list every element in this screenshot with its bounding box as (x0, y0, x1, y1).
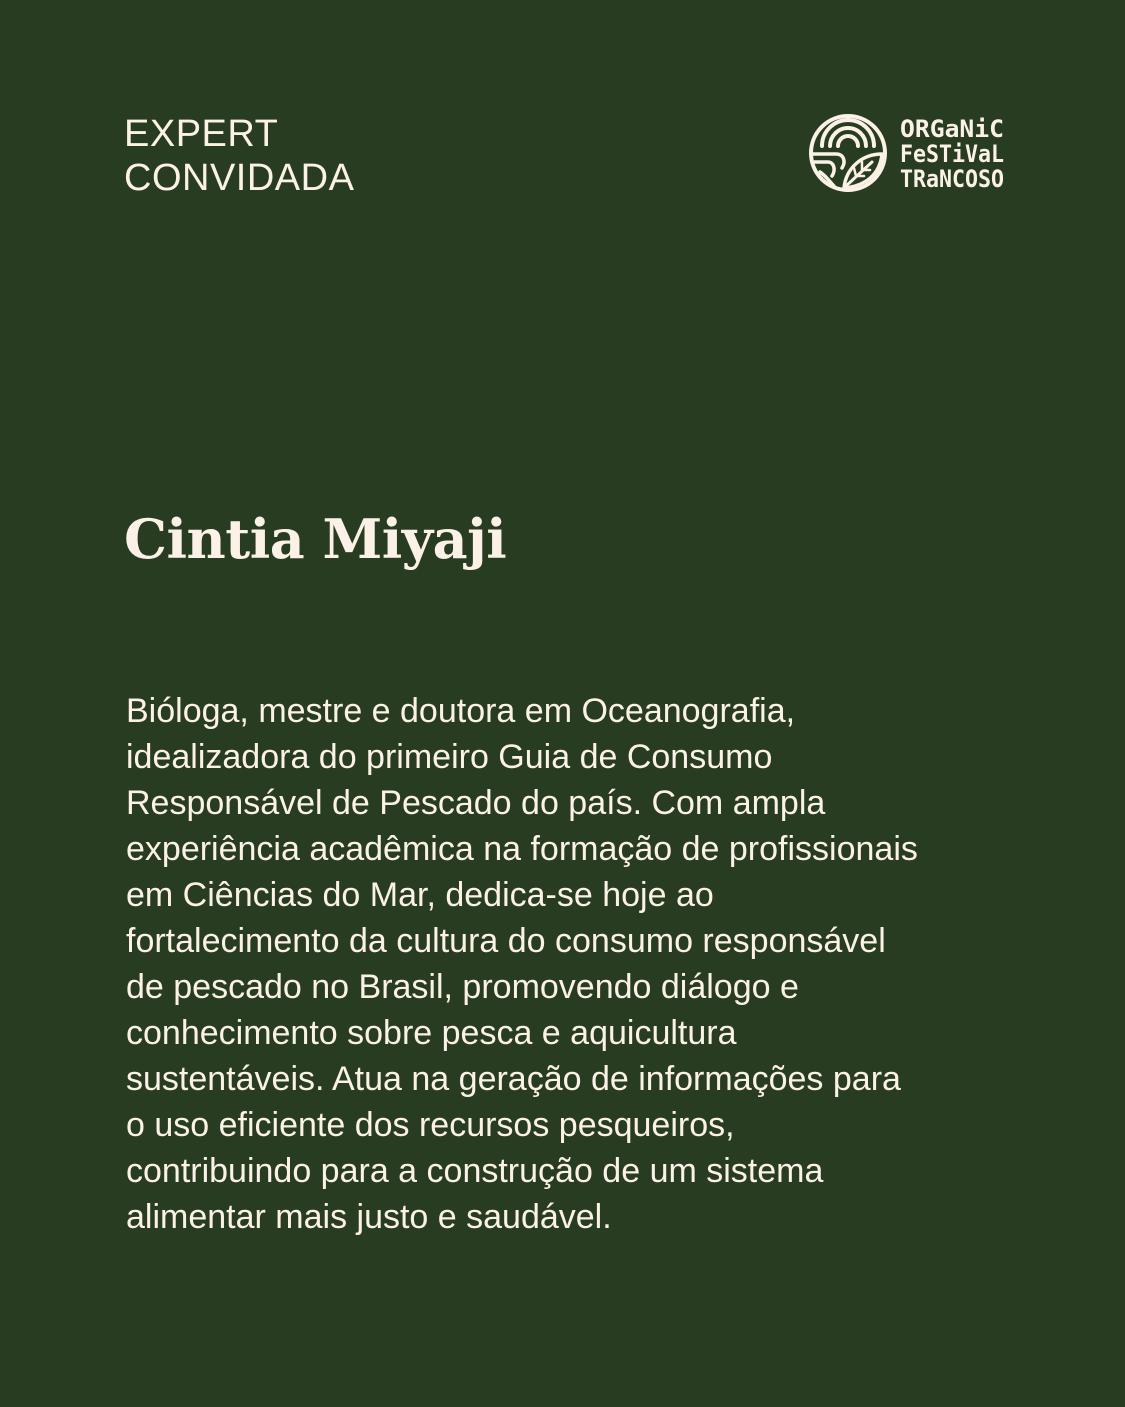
logo-text-trancoso: TRaNCOSO (900, 165, 1004, 193)
logo-graphic (806, 110, 1006, 196)
expert-name: Cintia Miyaji (124, 507, 507, 571)
logo-text-festival: FeSTiVaL (900, 140, 1004, 168)
expert-bio: Bióloga, mestre e doutora em Oceanografia, idealizadora do primeiro Guia de Consumo Responsável de Pescado do país. Com ampla experiência acadêmica na formação de profissionais em Ciências do Mar, dedica-se hoje ao fortalecimento da cultura do consumo responsável de pescado no Brasil, promovendo diálogo e conhecimento sobre pesca e aquicultura sustentáveis. Atua na geração de informações para o uso eficiente dos recursos pesqueiros, contribuindo para a construção de um sistema alimentar mais justo e saudável. (126, 692, 918, 1236)
leaf-sun-emblem-icon (811, 116, 885, 190)
logo-text-organic: ORGaNiC (900, 115, 1004, 143)
section-label (124, 112, 354, 200)
organic-festival-logo (806, 110, 1006, 196)
label-line-2: CONVIDADA (124, 157, 355, 199)
label-line-1: EXPERT (124, 113, 279, 155)
